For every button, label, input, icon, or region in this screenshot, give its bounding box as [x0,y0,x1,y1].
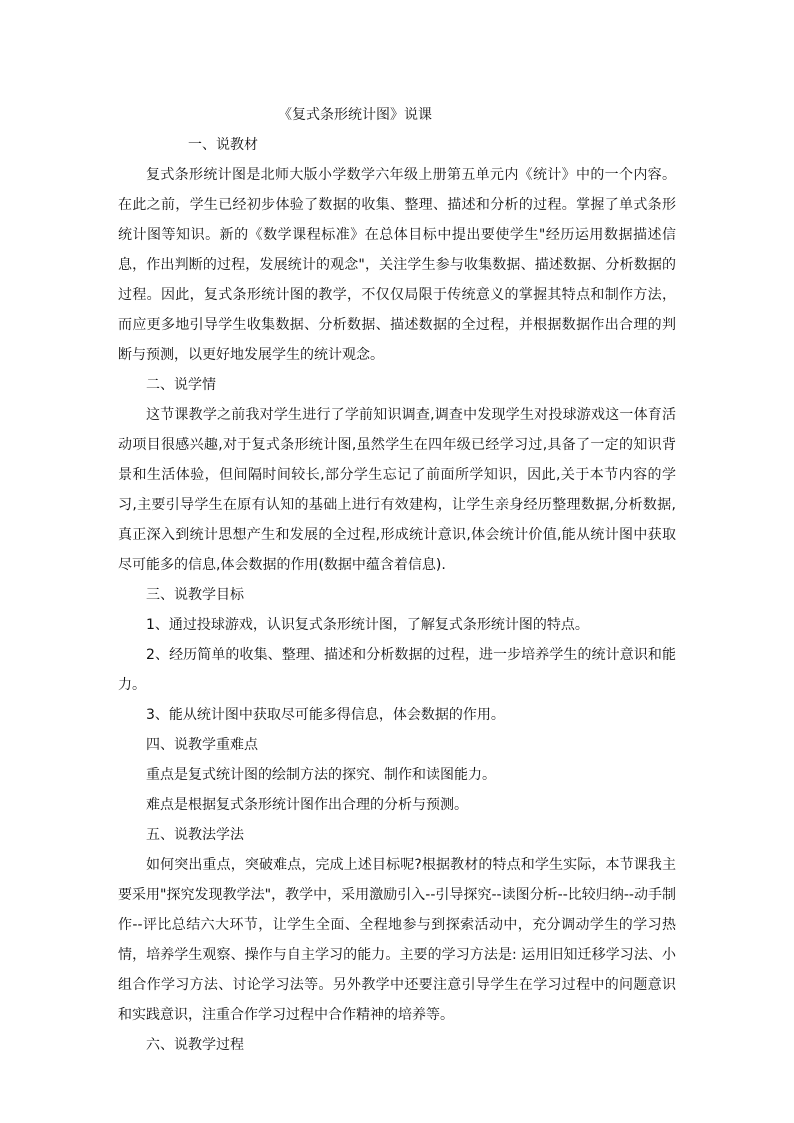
document-body [118,130,676,1060]
document-title: 《复式条形统计图》说课 [278,107,432,123]
list-item: 3、能从统计图中获取尽可能多得信息，体会数据的作用。 [146,707,505,723]
section-heading-key-difficulties: 四、说教学重难点 [146,737,258,753]
list-item: 2、经历简单的收集、整理、描述和分析数据的过程，进一步培养学生的统计意识和能力。 [118,647,676,693]
paragraph: 如何突出重点，突破难点，完成上述目标呢?根据教材的特点和学生实际，本节课我主要采用"探究发现教学法"，教学中，采用激励引入--引导探究--读图分析--比较归纳--动手制作--评比总结六大环节，让学生全面、全程地参与到探索活动中，充分调动学生的学习热情，培养学生观察、操作与自主学习的能力。主要的学习方法是: 运用旧知迁移学习法、小组合作学习方法、讨论学习法等。另外教学中还要注意引导学生在学习过程中的问题意识和实践意识，注重合作学习过程中合作精神的培养等。 [118,857,676,1023]
list-item: 1、通过投球游戏，认识复式条形统计图，了解复式条形统计图的特点。 [146,617,589,633]
section-heading-teaching-material: 一、说教材 [188,137,258,153]
paragraph: 这节课教学之前我对学生进行了学前知识调查,调查中发现学生对投球游戏这一体育活动项目很感兴趣,对于复式条形统计图,虽然学生在四年级已经学习过,具备了一定的知识背景和生活体验，但间隔时间较长,部分学生忘记了前面所学知识，因此,关于本节内容的学习,主要引导学生在原有认知的基础上进行有效建构，让学生亲身经历整理数据,分析数据,真正深入到统计思想产生和发展的全过程,形成统计意识,体会统计价值,能从统计图中获取尽可能多的信息,体会数据的作用(数据中蕴含着信息). [118,407,676,573]
section-heading-teaching-methods: 五、说教法学法 [146,827,244,843]
paragraph: 重点是复式统计图的绘制方法的探究、制作和读图能力。 [146,767,496,783]
paragraph: 复式条形统计图是北师大版小学数学六年级上册第五单元内《统计》中的一个内容。在此之前，学生已经初步体验了数据的收集、整理、描述和分析的过程。掌握了单式条形统计图等知识。新的《数学课程标准》在总体目标中提出要使学生"经历运用数据描述信息，作出判断的过程，发展统计的观念"，关注学生参与收集数据、描述数据、分析数据的过程。因此，复式条形统计图的教学，不仅仅局限于传统意义的掌握其特点和制作方法，而应更多地引导学生收集数据、分析数据、描述数据的全过程，并根据数据作出合理的判断与预测，以更好地发展学生的统计观念。 [118,167,676,363]
paragraph: 难点是根据复式条形统计图作出合理的分析与预测。 [146,797,468,813]
section-heading-student-situation: 二、说学情 [146,377,216,393]
section-heading-teaching-process: 六、说教学过程 [146,1037,244,1053]
section-heading-teaching-goals: 三、说教学目标 [146,587,244,603]
